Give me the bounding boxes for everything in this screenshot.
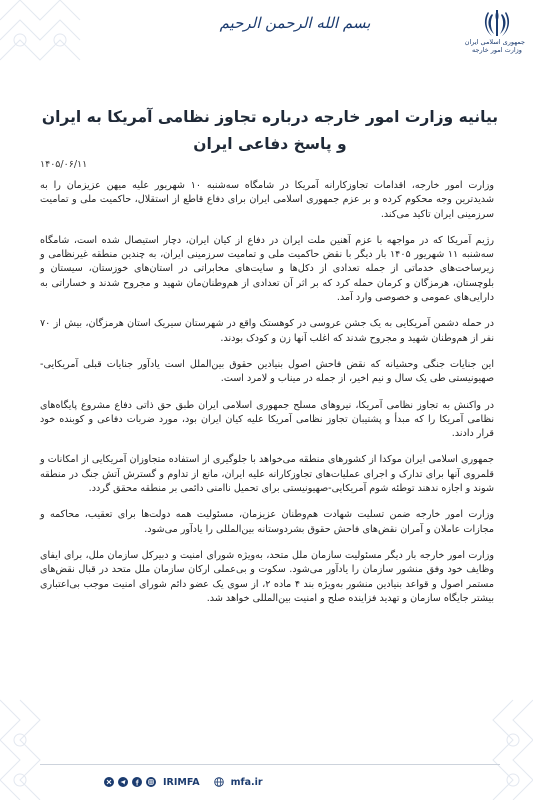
paragraph: وزارت امور خارجه، اقدامات تجاوزکارانه آمریکا در شامگاه سه‌شنبه ۱۰ شهریور علیه میهن عزیزمان را به شدیدترین وجه محکوم کرده و بر عزم جمهوری اسلامی ایران برای دفاع قاطع از استقلال، حاکمیت ملی و تمامیت سرزمینی ایران تاکید می‌کند. [40, 180, 494, 220]
paragraph: جمهوری اسلامی ایران موکدا از کشورهای منطقه می‌خواهد با جلوگیری از استفاده متجاوزان آمریکایی از امکانات و قلمروی آنها برای تدارک و اجرای عملیات‌های تجاوزکارانه علیه ایران، مانع از تداوم و گسترش آتش جنگ در منطقه شوند و اجازه ندهند توطئه شوم آمریکایی-صهیونیستی برای تحمیل ناامنی دائمی بر منطقه محقق گردد. [40, 454, 494, 495]
facebook-icon[interactable] [132, 777, 142, 787]
social-links [104, 774, 263, 790]
instagram-icon[interactable] [146, 777, 156, 787]
statement-body [40, 179, 494, 618]
globe-icon [214, 777, 224, 787]
paragraph: وزارت امور خارجه ضمن تسلیت شهادت هم‌وطنان عزیزمان، مسئولیت همه دولت‌ها برای تعقیب، محاکمه و مجازات عاملان و آمران نقض‌های فاحش حقوق بشردوستانه بین‌المللی را یادآور می‌شود. [40, 509, 494, 535]
paragraph: رژیم آمریکا که در مواجهه با عزم آهنین ملت ایران در دفاع از کیان ایران، دچار استیصال شده است، شامگاه سه‌شنبه ۱۱ شهریور ۱۴۰۵ بار دیگر با نقض حاکمیت ملی و تمامیت سرزمینی ایران، به چندین منطقه غیرنظامی و زیرساخت‌های خدماتی از جمله تعدادی از دکل‌ها و سایت‌های مخابراتی در استان‌های خوزستان، سیستان و بلوچستان، هرمزگان و کرمان حمله کرد که بر اثر آن تعدادی از هم‌وطنان‌مان شهید و مجروح شدند و خساراتی به دارایی‌های عمومی و خصوصی وارد آمد. [40, 234, 494, 304]
ministry-name-line2: وزارت امور خارجه [472, 46, 522, 54]
iran-emblem-icon [483, 8, 511, 38]
x-icon[interactable] [104, 777, 114, 787]
telegram-icon[interactable] [118, 777, 128, 787]
paragraph: این جنایات جنگی وحشیانه که نقض فاحش اصول بنیادین حقوق بین‌الملل است یادآور جنایات قبلی آمریکایی-صهیونیستی طی یک سال و نیم اخیر، از جمله در میناب و لامرد است. [40, 358, 494, 385]
ministry-emblem [464, 8, 525, 70]
social-handle[interactable]: IRIMFA [163, 776, 200, 788]
paragraph: در حمله دشمن آمریکایی به یک جشن عروسی در کوهستک واقع در شهرستان سیریک استان هرمزگان، بیش از ۷۰ نفر از هم‌وطنان شهید و مجروح شدند که اغلب آنها زن و کودک بودند. [40, 318, 494, 344]
paragraph: وزارت امور خارجه بار دیگر مسئولیت سازمان ملل متحد، به‌ویژه شورای امنیت و دبیرکل سازمان ملل، برای ایفای وظایف خود وفق منشور سازمان را یادآور می‌شود. سکوت و بی‌عملی ارکان سازمان ملل متحد در قبال نقض‌های مستمر اصول و قواعد بنیادین منشور به‌ویژه بند ۴ ماده ۲، از سوی یک عضو دائم شورای امنیت موجب بی‌اعتباری بیشتر جایگاه سازمان و تهدید فزاینده صلح و امنیت بین‌المللی خواهد شد. [40, 549, 494, 604]
ministry-name-line1: جمهوری اسلامی ایران [464, 38, 525, 46]
website-link[interactable]: mfa.ir [230, 776, 263, 788]
letterhead [0, 0, 533, 70]
paragraph: در واکنش به تجاوز نظامی آمریکا، نیروهای مسلح جمهوری اسلامی ایران طبق حق ذاتی دفاع مشروع پایگاه‌های نظامی آمریکا را که مبدأ و پشتیبان تجاوز نظامی آمریکا علیه کیان ایران بود، مورد ضربات دفاعی و کوبنده خود قرار دادند. [40, 399, 494, 440]
basmala-calligraphy: بسم الله الرحمن الرحیم [219, 14, 371, 32]
footer-divider [40, 764, 500, 765]
footer-bar [0, 764, 533, 800]
statement-title: بیانیه وزارت امور خارجه درباره تجاوز نظامی آمریکا به ایران و پاسخ دفاعی ایران [41, 108, 499, 153]
statement-date: ۱۴۰۵/۰۶/۱۱ [40, 159, 88, 170]
